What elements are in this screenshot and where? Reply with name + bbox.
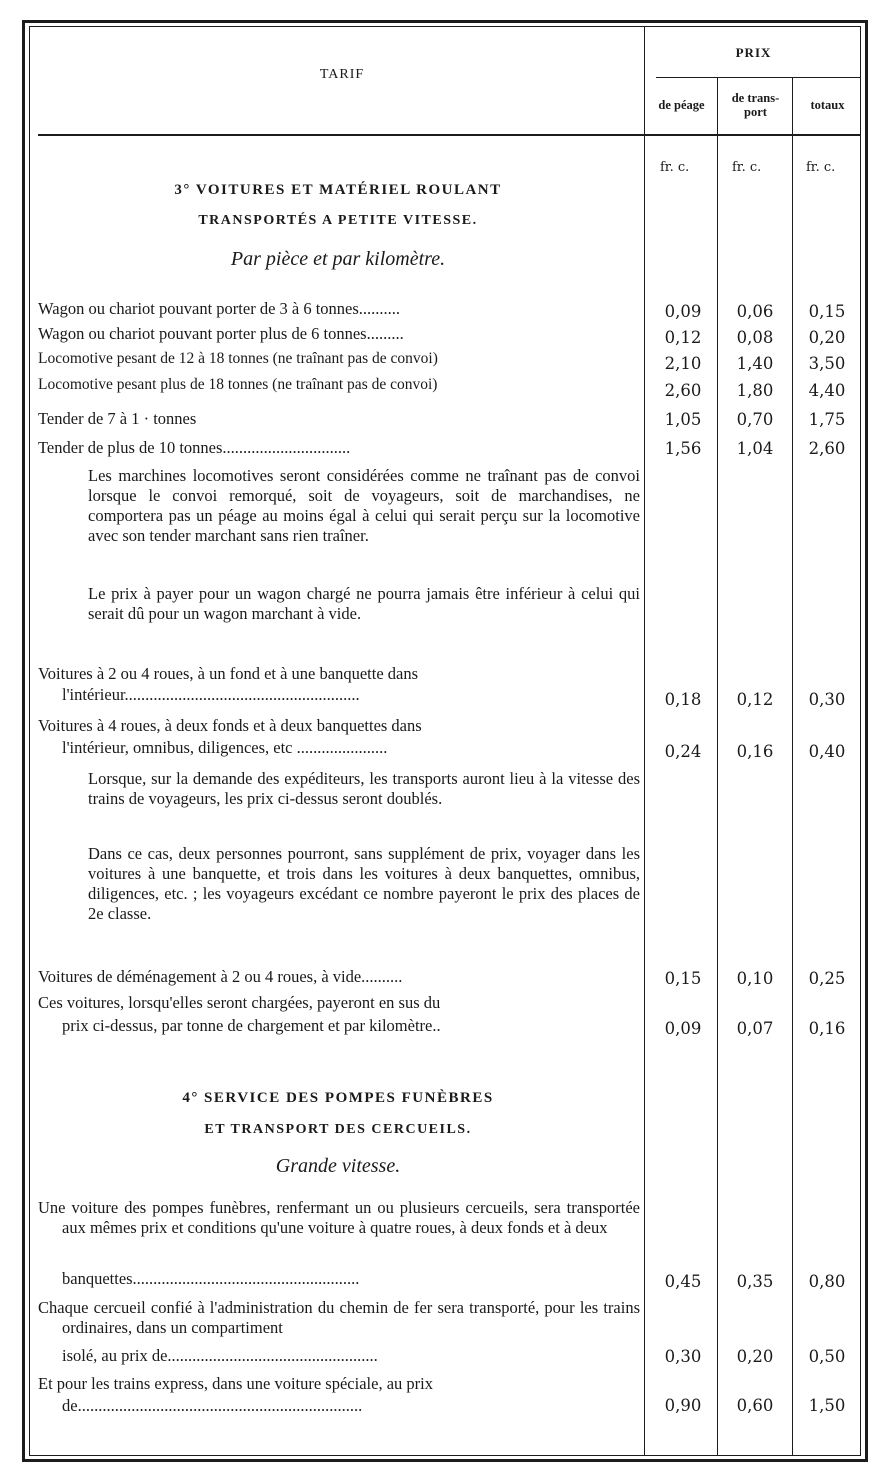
price-total: 0,20 bbox=[808, 328, 846, 347]
price-transport: 0,35 bbox=[736, 1272, 774, 1291]
price-total: 0,50 bbox=[808, 1347, 846, 1366]
price-total: 3,50 bbox=[808, 354, 846, 373]
price-peage: 2,60 bbox=[664, 381, 702, 400]
price-total: 4,40 bbox=[808, 381, 846, 400]
price-transport: 0,08 bbox=[736, 328, 774, 347]
price-total: 0,15 bbox=[808, 302, 846, 321]
section4-title: 4° SERVICE DES POMPES FUNÈBRES bbox=[182, 1090, 494, 1106]
row-label: Wagon ou chariot pouvant porter de 3 à 6 tonnes.......... bbox=[38, 299, 401, 318]
price-peage: 0,90 bbox=[664, 1396, 702, 1415]
header-totaux: totaux bbox=[810, 98, 845, 112]
row-label-last: de..................................................................... bbox=[62, 1396, 363, 1415]
row-label-line2: l'intérieur, omnibus, diligences, etc ...................... bbox=[62, 738, 388, 757]
section3-title-line2: TRANSPORTÉS A PETITE VITESSE. bbox=[198, 213, 478, 228]
price-peage: 1,05 bbox=[664, 410, 702, 429]
header-de-transport-line1: de trans- bbox=[731, 91, 780, 105]
header-de-peage: de péage bbox=[658, 98, 705, 112]
price-transport: 0,20 bbox=[736, 1347, 774, 1366]
row-label-line1: Voitures à 4 roues, à deux fonds et à deux banquettes dans bbox=[38, 716, 422, 735]
price-total: 1,50 bbox=[808, 1396, 846, 1415]
row-label: Et pour les trains express, dans une voiture spéciale, au prix bbox=[38, 1374, 433, 1393]
price-total: 0,40 bbox=[808, 742, 846, 761]
row-label: Tender de plus de 10 tonnes............................... bbox=[38, 438, 351, 457]
price-peage: 0,45 bbox=[664, 1272, 702, 1291]
row-label: Tender de 7 à 1 · tonnes bbox=[38, 409, 197, 428]
row-label: Locomotive pesant de 12 à 18 tonnes (ne traînant pas de convoi) bbox=[38, 350, 438, 367]
price-total: 1,75 bbox=[808, 410, 846, 429]
row-label-line2: l'intérieur......................................................... bbox=[62, 685, 360, 704]
price-transport: 0,06 bbox=[736, 302, 774, 321]
section4-title-line2: ET TRANSPORT DES CERCUEILS. bbox=[204, 1122, 472, 1137]
row-label: Voitures de déménagement à 2 ou 4 roues, à vide.......... bbox=[38, 967, 403, 986]
note-vitesse-voyageurs: Lorsque, sur la demande des expéditeurs, les transports auront lieu à la vitesse des trains de voyageurs, les prix ci-dessus seront doublés. bbox=[88, 769, 640, 808]
price-transport: 0,10 bbox=[736, 969, 774, 988]
price-total: 2,60 bbox=[808, 439, 846, 458]
price-peage: 0,09 bbox=[664, 1019, 702, 1038]
price-peage: 0,18 bbox=[664, 690, 702, 709]
section3-subtitle: Par pièce et par kilomètre. bbox=[230, 248, 446, 270]
section4-subtitle: Grande vitesse. bbox=[275, 1155, 401, 1177]
price-peage: 1,56 bbox=[664, 439, 702, 458]
price-transport: 0,60 bbox=[736, 1396, 774, 1415]
row-label-line1: Ces voitures, lorsqu'elles seront chargées, payeront en sus du bbox=[38, 993, 441, 1012]
row-label-last: banquettes....................................................... bbox=[62, 1269, 360, 1288]
column-rule-transport bbox=[792, 78, 793, 1456]
price-transport: 0,70 bbox=[736, 410, 774, 429]
header-tarif: TARIF bbox=[319, 67, 365, 82]
price-transport: 0,16 bbox=[736, 742, 774, 761]
price-peage: 0,09 bbox=[664, 302, 702, 321]
price-peage: 0,30 bbox=[664, 1347, 702, 1366]
note-wagon-vide: Le prix à payer pour un wagon chargé ne pourra jamais être inférieur à celui qui serait dû pour un wagon marchant à vide. bbox=[88, 584, 640, 623]
price-transport: 1,40 bbox=[736, 354, 774, 373]
row-label: Une voiture des pompes funèbres, renfermant un ou plusieurs cercueils, sera transportée aux mêmes prix et conditions qu'une voiture à quatre roues, à deux fonds et à deux bbox=[38, 1198, 640, 1237]
note-personnes: Dans ce cas, deux personnes pourront, sans supplément de prix, voyager dans les voitures à une banquette, et trois dans les voitures à deux banquettes, omnibus, diligences, etc. ; les voyageurs excédant ce nombre payeront le prix des places de 2e classe. bbox=[88, 844, 640, 923]
row-label: Wagon ou chariot pouvant porter plus de 6 tonnes......... bbox=[38, 324, 404, 343]
section3-title: 3° VOITURES ET MATÉRIEL ROULANT bbox=[174, 182, 502, 198]
header-de-transport bbox=[719, 91, 792, 119]
unit-peage: fr. c. bbox=[660, 160, 690, 175]
row-label-line1: Voitures à 2 ou 4 roues, à un fond et à une banquette dans bbox=[38, 664, 419, 683]
unit-totaux: fr. c. bbox=[806, 160, 836, 175]
row-label: Locomotive pesant plus de 18 tonnes (ne traînant pas de convoi) bbox=[38, 376, 438, 393]
price-peage: 0,24 bbox=[664, 742, 702, 761]
prix-underline bbox=[656, 77, 861, 78]
price-total: 0,25 bbox=[808, 969, 846, 988]
column-rule-label bbox=[644, 26, 645, 1456]
column-rule-peage bbox=[717, 78, 718, 1456]
header-prix: PRIX bbox=[735, 45, 772, 60]
price-total: 0,30 bbox=[808, 690, 846, 709]
row-label: Chaque cercueil confié à l'administration du chemin de fer sera transporté, pour les trains ordinaires, dans un compartiment bbox=[38, 1298, 640, 1337]
price-total: 0,80 bbox=[808, 1272, 846, 1291]
price-transport: 0,07 bbox=[736, 1019, 774, 1038]
price-peage: 0,12 bbox=[664, 328, 702, 347]
price-transport: 1,04 bbox=[736, 439, 774, 458]
price-total: 0,16 bbox=[808, 1019, 846, 1038]
header-bottom-rule bbox=[38, 134, 861, 136]
row-label-line2: prix ci-dessus, par tonne de chargement et par kilomètre.. bbox=[62, 1016, 441, 1035]
unit-transport: fr. c. bbox=[732, 160, 762, 175]
header-de-transport-line2: port bbox=[744, 105, 767, 119]
price-transport: 0,12 bbox=[736, 690, 774, 709]
price-transport: 1,80 bbox=[736, 381, 774, 400]
note-locomotives: Les marchines locomotives seront considérées comme ne traînant pas de convoi lorsque le convoi remorqué, soit de voyageurs, soit de marchandises, ne comportera pas un péage au moins égal à celui qui serait perçu sur la locomotive avec son tender marchant sans rien traîner. bbox=[88, 466, 640, 545]
price-peage: 2,10 bbox=[664, 354, 702, 373]
row-label-last: isolé, au prix de................................................... bbox=[62, 1346, 378, 1365]
price-peage: 0,15 bbox=[664, 969, 702, 988]
